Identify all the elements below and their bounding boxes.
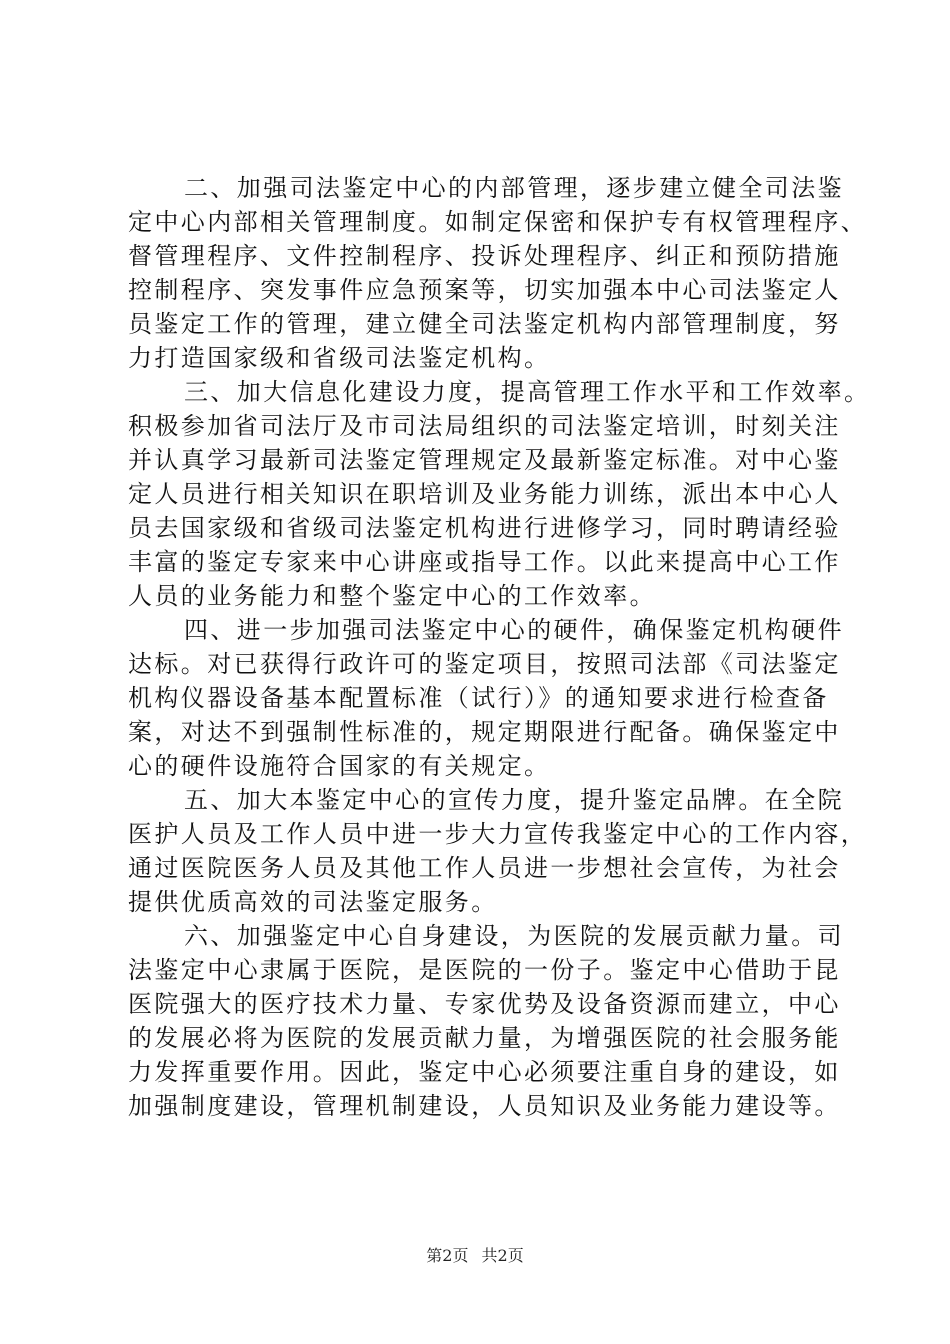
paragraph-line: 医护人员及工作人员中进一步大力宣传我鉴定中心的工作内容， bbox=[128, 820, 868, 848]
paragraph-line: 通过医院医务人员及其他工作人员进一步想社会宣传，为社会 bbox=[128, 854, 841, 882]
paragraph-line: 心的硬件设施符合国家的有关规定。 bbox=[128, 752, 551, 780]
paragraph-line: 员去国家级和省级司法鉴定机构进行进修学习，同时聘请经验 bbox=[128, 514, 841, 542]
paragraph-6 bbox=[128, 919, 844, 1123]
paragraph-line: 加强制度建设，管理机制建设，人员知识及业务能力建设等。 bbox=[128, 1092, 841, 1120]
paragraph-line: 员鉴定工作的管理，建立健全司法鉴定机构内部管理制度，努 bbox=[128, 310, 841, 338]
paragraph-line: 积极参加省司法厅及市司法局组织的司法鉴定培训，时刻关注 bbox=[128, 412, 841, 440]
paragraph-line: 的发展必将为医院的发展贡献力量，为增强医院的社会服务能 bbox=[128, 1024, 841, 1052]
paragraph-line: 人员的业务能力和整个鉴定中心的工作效率。 bbox=[128, 582, 656, 610]
paragraph-line: 督管理程序、文件控制程序、投诉处理程序、纠正和预防措施 bbox=[128, 242, 841, 270]
paragraph-line: 医院强大的医疗技术力量、专家优势及设备资源而建立，中心 bbox=[128, 990, 841, 1018]
paragraph-5 bbox=[128, 783, 868, 919]
paragraph-line: 达标。对已获得行政许可的鉴定项目，按照司法部《司法鉴定 bbox=[128, 650, 841, 678]
page-total: 共2页 bbox=[481, 1246, 524, 1265]
paragraph-line: 并认真学习最新司法鉴定管理规定及最新鉴定标准。对中心鉴 bbox=[128, 446, 841, 474]
paragraph-line: 机构仪器设备基本配置标准（试行）》的通知要求进行检查备 bbox=[128, 684, 829, 712]
paragraph-line: 提供优质高效的司法鉴定服务。 bbox=[128, 888, 498, 916]
paragraph-line: 丰富的鉴定专家来中心讲座或指导工作。以此来提高中心工作 bbox=[128, 548, 841, 576]
paragraph-line: 四、进一步加强司法鉴定中心的硬件，确保鉴定机构硬件 bbox=[184, 616, 844, 644]
paragraph-line: 定人员进行相关知识在职培训及业务能力训练，派出本中心人 bbox=[128, 480, 841, 508]
paragraph-line: 六、加强鉴定中心自身建设，为医院的发展贡献力量。司 bbox=[184, 922, 844, 950]
paragraph-line: 定中心内部相关管理制度。如制定保密和保护专有权管理程序、 bbox=[128, 208, 868, 236]
paragraph-4 bbox=[128, 613, 844, 783]
paragraph-line: 案，对达不到强制性标准的，规定期限进行配备。确保鉴定中 bbox=[128, 718, 841, 746]
page-footer bbox=[0, 1246, 950, 1266]
paragraph-line: 力打造国家级和省级司法鉴定机构。 bbox=[128, 344, 551, 372]
document-body bbox=[128, 171, 871, 1123]
paragraph-2 bbox=[128, 171, 868, 375]
paragraph-3 bbox=[128, 375, 871, 613]
paragraph-line: 二、加强司法鉴定中心的内部管理，逐步建立健全司法鉴 bbox=[184, 174, 844, 202]
paragraph-line: 力发挥重要作用。因此，鉴定中心必须要注重自身的建设，如 bbox=[128, 1058, 841, 1086]
page-number: 第2页 bbox=[426, 1246, 469, 1265]
paragraph-line: 控制程序、突发事件应急预案等，切实加强本中心司法鉴定人 bbox=[128, 276, 841, 304]
paragraph-line: 法鉴定中心隶属于医院，是医院的一份子。鉴定中心借助于昆 bbox=[128, 956, 841, 984]
paragraph-line: 三、加大信息化建设力度，提高管理工作水平和工作效率。 bbox=[184, 378, 871, 406]
paragraph-line: 五、加大本鉴定中心的宣传力度，提升鉴定品牌。在全院 bbox=[184, 786, 844, 814]
